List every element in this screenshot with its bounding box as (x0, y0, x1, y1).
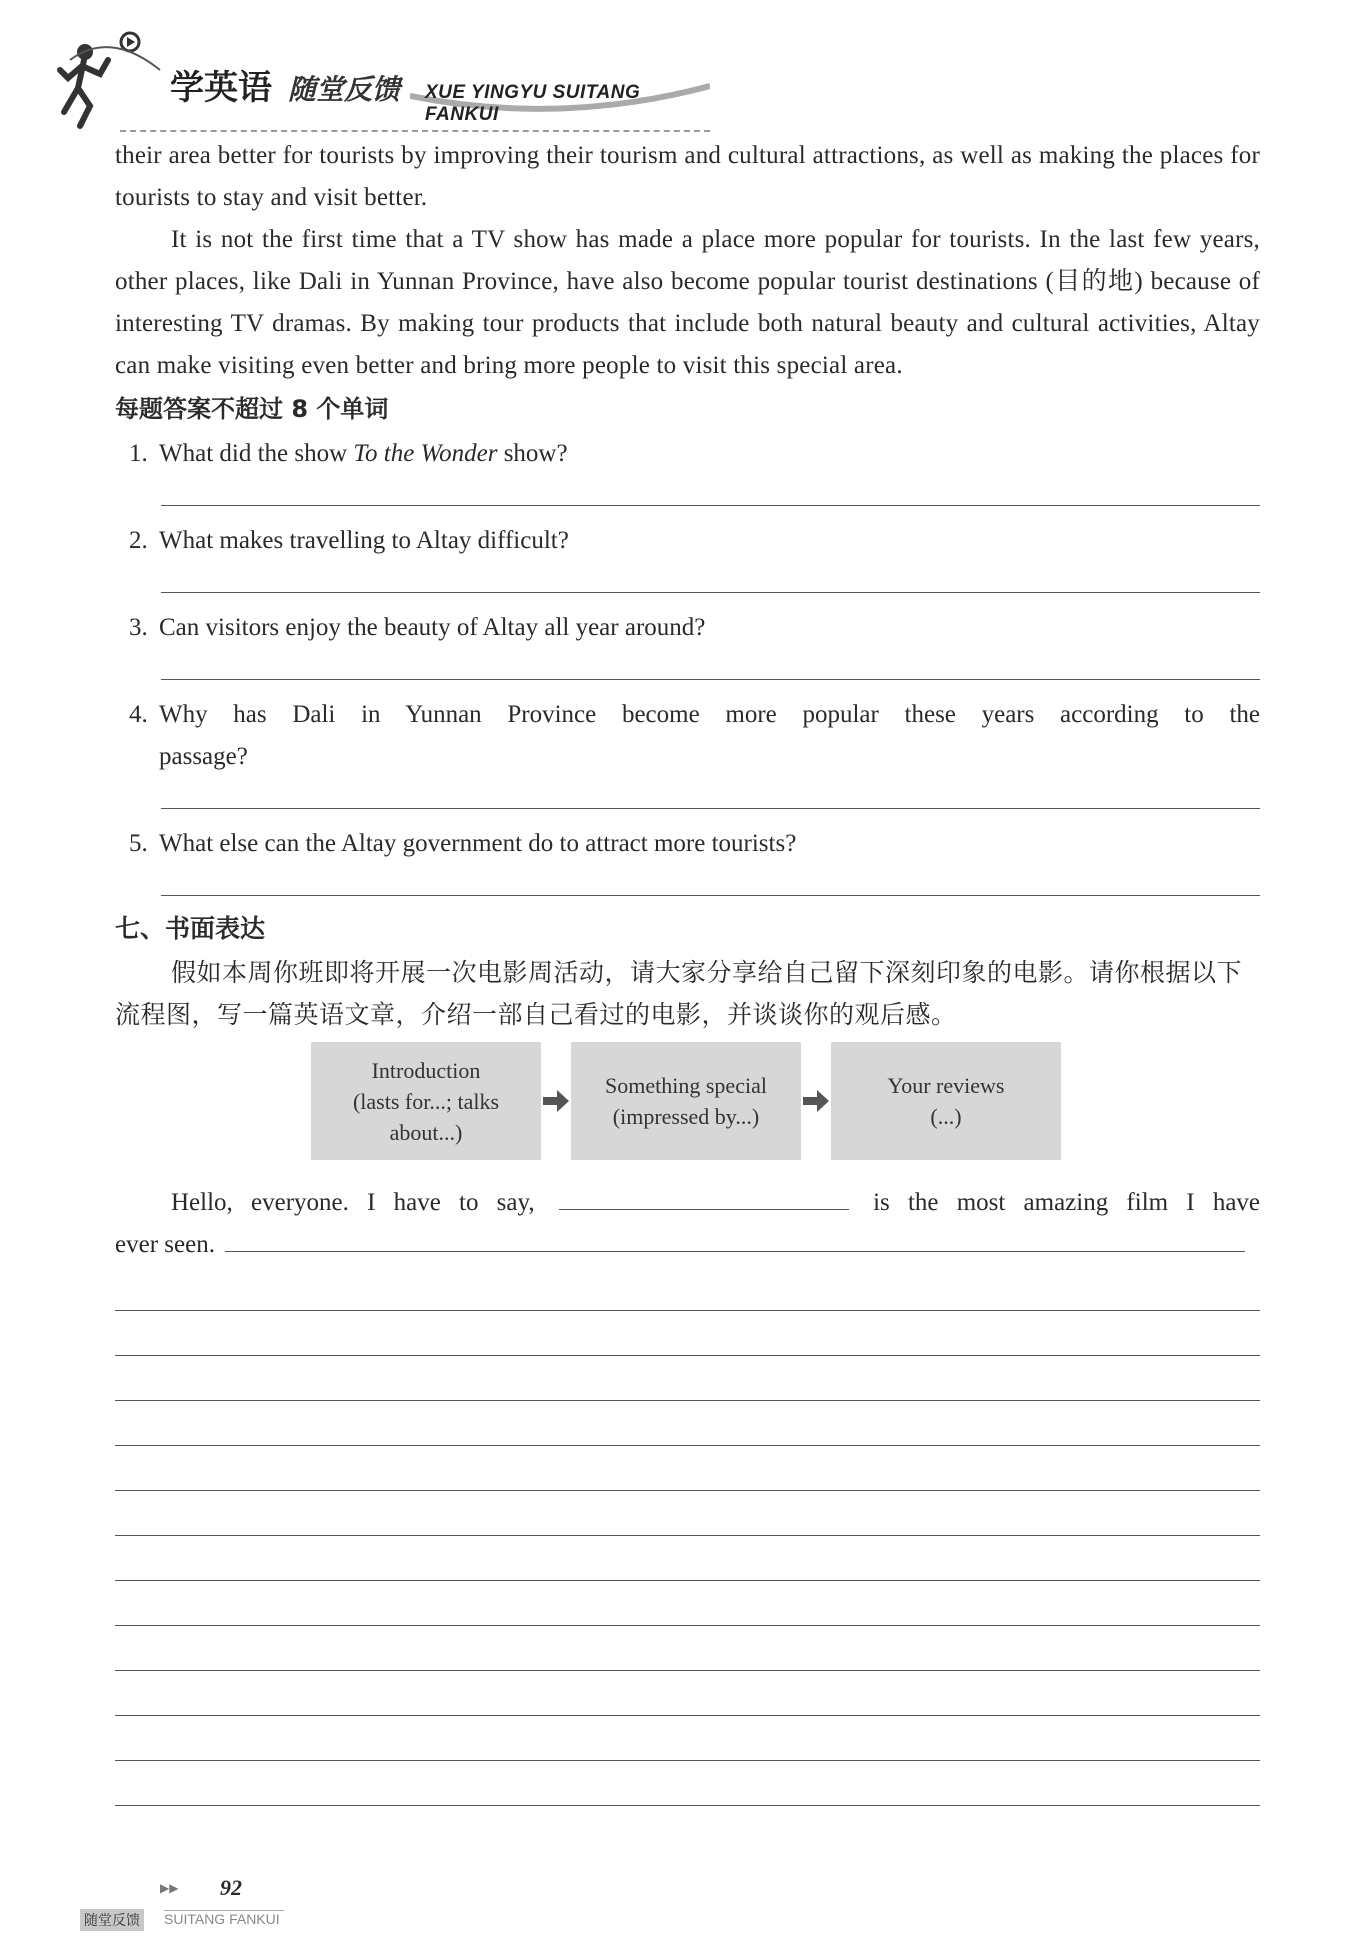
question-text: What makes travelling to Altay difficult? (159, 527, 569, 554)
question-number: 2. (129, 527, 148, 554)
answer-line-5[interactable] (161, 871, 1260, 896)
question-2 (129, 520, 1260, 562)
question-number: 1. (129, 440, 148, 467)
header-title-cn: 学英语 (170, 68, 272, 108)
question-text: What else can the Altay government do to attract more tourists? (159, 830, 797, 857)
writing-line[interactable] (115, 1716, 1260, 1761)
flow-box-line: Your reviews (887, 1073, 1005, 1098)
writing-start-pre: Hello, everyone. I have to say, (171, 1189, 535, 1216)
film-name-blank[interactable] (559, 1187, 849, 1210)
answer-line-3[interactable] (161, 655, 1260, 680)
writing-line[interactable] (115, 1761, 1260, 1806)
writing-prompt: 假如本周你班即将开展一次电影周活动，请大家分享给自己留下深刻印象的电影。请你根据以下流程图，写一篇英语文章，介绍一部自己看过的电影，并谈谈你的观后感。 (115, 958, 1243, 1029)
flow-box-line: Introduction (371, 1057, 481, 1083)
passage-paragraph-1: their area better for tourists by improving their tourism and cultural attractions, as well as making the places for tourists to stay and visit better. (115, 142, 1260, 211)
question-4 (129, 694, 1260, 778)
writing-line[interactable] (115, 1581, 1260, 1626)
page-number: 92 (220, 1875, 242, 1900)
flow-chart (115, 1042, 1260, 1172)
question-text-line2: passage? (159, 743, 248, 770)
question-text: Can visitors enjoy the beauty of Altay all year around? (159, 614, 706, 641)
writing-line[interactable] (225, 1229, 1245, 1252)
writing-lines (115, 1266, 1260, 1806)
question-1 (129, 433, 1260, 475)
header-title-cn2: 随堂反馈 (288, 73, 401, 106)
writing-section-heading: 七、书面表达 (115, 914, 266, 943)
answer-line-1[interactable] (161, 481, 1260, 506)
flow-box-something-special (571, 1042, 801, 1160)
question-number: 4. (129, 701, 148, 728)
passage-paragraph-2: It is not the first time that a TV show has made a place more popular for tourists. In the last few years, other places, like Dali in Yunnan Province, have also become popular tourist destinations (目的地) because of interesting TV dramas. By making tour products that include both natural beauty and cultural activities, Altay can make visiting even better and bring more people to visit this special area. (115, 226, 1260, 379)
writing-start-line2: ever seen. (115, 1231, 215, 1258)
writing-start-line (115, 1182, 1260, 1224)
question-text-end: show? (497, 440, 568, 467)
question-3 (129, 607, 1260, 649)
footer-tag-en: SUITANG FANKUI (164, 1910, 284, 1927)
arrow-right-icon (543, 1090, 569, 1112)
writing-line[interactable] (115, 1536, 1260, 1581)
flow-box-line: (lasts for...; talks (352, 1088, 500, 1114)
writing-start-post: is the most amazing film I have (873, 1189, 1261, 1216)
header-title-en: XUE YINGYU SUITANG FANKUI (425, 82, 641, 125)
question-number: 3. (129, 614, 148, 641)
double-arrow-icon: ▶▶ (160, 1881, 179, 1895)
flow-box-introduction (311, 1042, 541, 1160)
flow-box-line: (impressed by...) (612, 1104, 760, 1129)
flow-box-line: (...) (930, 1104, 962, 1129)
page-content (115, 135, 1260, 1806)
flow-box-line: about...) (389, 1119, 463, 1145)
writing-line[interactable] (115, 1401, 1260, 1446)
page-footer (80, 1875, 380, 1929)
question-text-line1: Why has Dali in Yunnan Province become more popular these years according to the (159, 701, 1260, 728)
answer-instruction: 每题答案不超过 8 个单词 (115, 395, 389, 423)
arrow-right-icon (803, 1090, 829, 1112)
writing-line[interactable] (115, 1311, 1260, 1356)
writing-line[interactable] (115, 1446, 1260, 1491)
writing-second-line (115, 1224, 1260, 1266)
flow-box-line: Something special (605, 1073, 767, 1098)
writing-line[interactable] (115, 1671, 1260, 1716)
footer-tag-cn: 随堂反馈 (80, 1909, 144, 1931)
question-text: What did the show (159, 440, 354, 467)
writing-line[interactable] (115, 1356, 1260, 1401)
page-header (50, 20, 670, 130)
writing-line[interactable] (115, 1266, 1260, 1311)
runner-logo-icon (50, 30, 170, 130)
answer-line-4[interactable] (161, 784, 1260, 809)
flow-box-your-reviews (831, 1042, 1061, 1160)
show-title: To the Wonder (353, 440, 498, 467)
question-5 (129, 823, 1260, 865)
writing-line[interactable] (115, 1491, 1260, 1536)
question-number: 5. (129, 830, 148, 857)
answer-line-2[interactable] (161, 568, 1260, 593)
writing-line[interactable] (115, 1626, 1260, 1671)
header-divider (120, 130, 710, 132)
